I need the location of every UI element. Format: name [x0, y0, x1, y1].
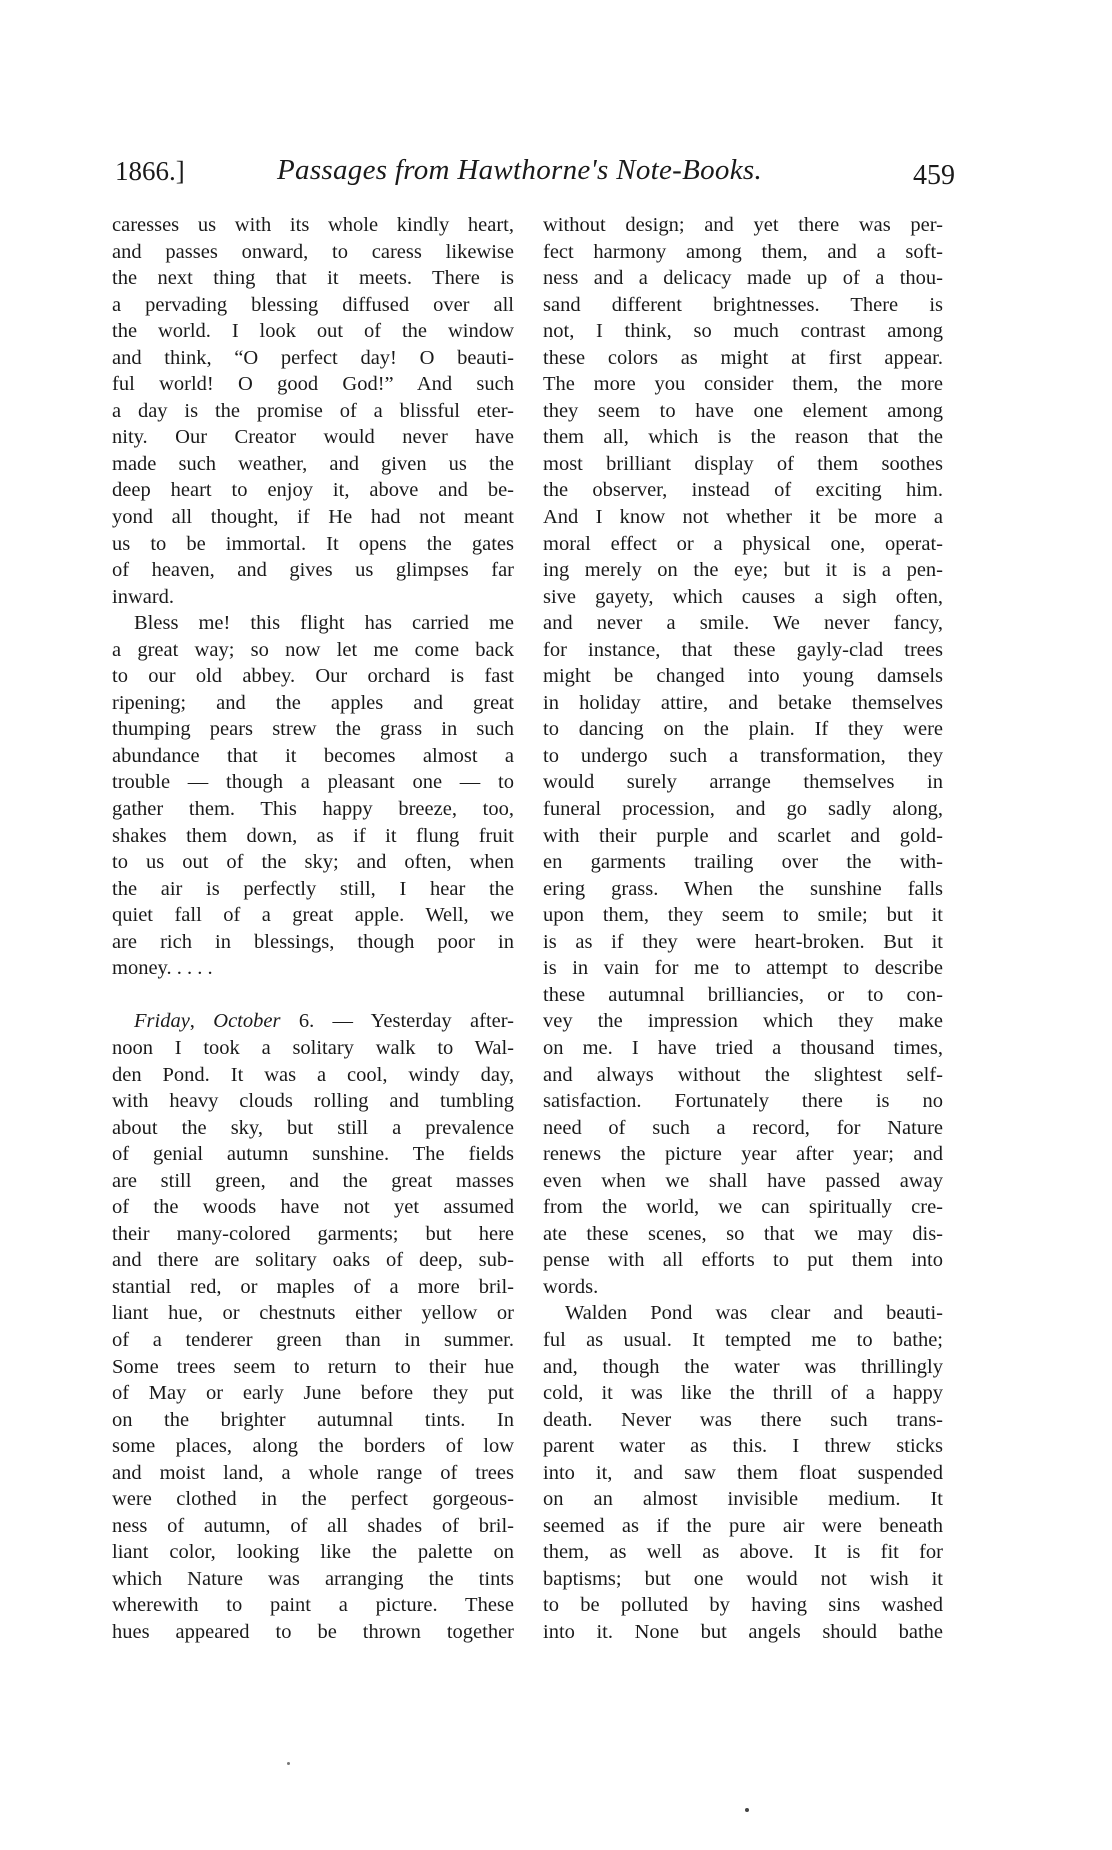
text-line: ness of autumn, of all shades of bril- — [112, 1514, 514, 1537]
text-line: even when we shall have passed away — [543, 1169, 943, 1192]
text-line: to undergo such a transformation, they — [543, 744, 943, 767]
text-line: sand different brightnesses. There is — [543, 293, 943, 316]
text-line: is as if they were heart-broken. But it — [543, 930, 943, 953]
text-line: for instance, that these gayly-clad trees — [543, 638, 943, 661]
text-line: of May or early June before they put — [112, 1382, 514, 1405]
text-line: into it, and saw them float suspended — [543, 1461, 943, 1484]
text-line: into it. None but angels should bathe — [543, 1620, 943, 1643]
text-line: trouble — though a pleasant one — to — [112, 771, 514, 794]
text-line: them all, which is the reason that the — [543, 426, 943, 449]
text-line: ness and a delicacy made up of a thou- — [543, 267, 943, 290]
text-line: the next thing that it meets. There is — [112, 267, 514, 290]
text-line: Walden Pond was clear and beauti- — [565, 1302, 943, 1325]
text-line: hues appeared to be thrown together — [112, 1620, 514, 1643]
text-line: ing merely on the eye; but it is a pen- — [543, 559, 943, 582]
text-line: parent water as this. I threw sticks — [543, 1435, 943, 1458]
text-line: stantial red, or maples of a more bril- — [112, 1275, 514, 1298]
text-line: a great way; so now let me come back — [112, 638, 514, 661]
entry-day: Friday — [134, 1010, 190, 1033]
text-line: is in vain for me to attempt to describe — [543, 957, 943, 980]
text-line: seemed as if the pure air were beneath — [543, 1514, 943, 1537]
text-line: and never a smile. We never fancy, — [543, 612, 943, 635]
text-line: are still green, and the great masses — [112, 1169, 514, 1192]
text-line: inward. — [112, 585, 175, 608]
text-line: to us out of the sky; and often, when — [112, 851, 514, 874]
text-line: of a tenderer green than in summer. — [112, 1328, 514, 1351]
text-line: moral effect or a physical one, operat- — [543, 532, 943, 555]
text-line: and think, “O perfect day! O beauti- — [112, 346, 514, 369]
text-line: baptisms; but one would not wish it — [543, 1567, 943, 1590]
text-line: abundance that it becomes almost a — [112, 744, 514, 767]
text-line: yond all thought, if He had not meant — [112, 506, 514, 529]
text-line: the world. I look out of the window — [112, 320, 514, 343]
text-line: were clothed in the perfect gorgeous- — [112, 1488, 514, 1511]
text-line: deep heart to enjoy it, above and be- — [112, 479, 514, 502]
text-line: The more you consider them, the more — [543, 373, 943, 396]
text-line: And I know not whether it be more a — [543, 506, 943, 529]
text-line: which Nature was arranging the tints — [112, 1567, 514, 1590]
text-line: a day is the promise of a blissful eter- — [112, 399, 514, 422]
text-line: funeral procession, and go sadly along, — [543, 798, 943, 821]
text-line: liant hue, or chestnuts either yellow or — [112, 1302, 514, 1325]
text-line: gather them. This happy breeze, too, — [112, 798, 514, 821]
text-line: words. — [543, 1275, 599, 1298]
text-line: ering grass. When the sunshine falls — [543, 877, 943, 900]
text-line: from the world, we can spiritually cre- — [543, 1196, 943, 1219]
header-year: 1866.] — [115, 156, 185, 186]
text-line — [112, 982, 514, 1009]
text-line: thumping pears strew the grass in such — [112, 718, 514, 741]
text-line: to be polluted by having sins washed — [543, 1594, 943, 1617]
text-line: to dancing on the plain. If they were — [543, 718, 943, 741]
text-line: and passes onward, to caress likewise — [112, 240, 514, 263]
text-line: ful as usual. It tempted me to bathe; — [543, 1328, 943, 1351]
text-line: renews the picture year after year; and — [543, 1143, 943, 1166]
text-line: death. Never was there such trans- — [543, 1408, 943, 1431]
text-line: Some trees seem to return to their hue — [112, 1355, 514, 1378]
text-line: them, as well as above. It is fit for — [543, 1541, 943, 1564]
text-line: made such weather, and given us the — [112, 452, 514, 475]
text-line: the observer, instead of exciting him. — [543, 479, 943, 502]
text-line: ful world! O good God!” And such — [112, 373, 514, 396]
text-line: these colors as might at first appear. — [543, 346, 943, 369]
text-line: most brilliant display of them soothes — [543, 452, 943, 475]
text-line: of the woods have not yet assumed — [112, 1196, 514, 1219]
text-line: wherewith to paint a picture. These — [112, 1594, 514, 1617]
text-line: satisfaction. Fortunately there is no — [543, 1090, 943, 1113]
text-line: and always without the slightest self- — [543, 1063, 943, 1086]
text-line: with their purple and scarlet and gold- — [543, 824, 943, 847]
text-line: of heaven, and gives us glimpses far — [112, 559, 514, 582]
text-line: their many-colored garments; but here — [112, 1222, 514, 1245]
text-line: to our old abbey. Our orchard is fast — [112, 665, 514, 688]
text-line: Friday, October 6. — Yesterday after- — [134, 1010, 514, 1033]
text-line: and there are solitary oaks of deep, sub- — [112, 1249, 514, 1272]
text-line: fect harmony among them, and a soft- — [543, 240, 943, 263]
text-line: shakes them down, as if it flung fruit — [112, 824, 514, 847]
text-line: quiet fall of a great apple. Well, we — [112, 904, 514, 927]
text-line: cold, it was like the thrill of a happy — [543, 1382, 943, 1405]
text-line: they seem to have one element among — [543, 399, 943, 422]
text-line: not, I think, so much contrast among — [543, 320, 943, 343]
text-line: need of such a record, for Nature — [543, 1116, 943, 1139]
right-column — [543, 212, 943, 1646]
text-line: with heavy clouds rolling and tumbling — [112, 1090, 514, 1113]
running-header — [112, 152, 955, 192]
print-speck — [287, 1762, 290, 1765]
text-line: might be changed into young damsels — [543, 665, 943, 688]
text-line: caresses us with its whole kindly heart, — [112, 214, 514, 236]
text-line: and, though the water was thrillingly — [543, 1355, 943, 1378]
text-line: en garments trailing over the with- — [543, 851, 943, 874]
text-line: without design; and yet there was per- — [543, 214, 943, 236]
text-line: and moist land, a whole range of trees — [112, 1461, 514, 1484]
text-line: of genial autumn sunshine. The fields — [112, 1143, 514, 1166]
text-line: are rich in blessings, though poor in — [112, 930, 514, 953]
text-line: vey the impression which they make — [543, 1010, 943, 1033]
text-line: on the brighter autumnal tints. In — [112, 1408, 514, 1431]
text-line: a pervading blessing diffused over all — [112, 293, 514, 316]
text-line: us to be immortal. It opens the gates — [112, 532, 514, 555]
text-line: the air is perfectly still, I hear the — [112, 877, 514, 900]
text-line: on an almost invisible medium. It — [543, 1488, 943, 1511]
text-line: in holiday attire, and betake themselves — [543, 691, 943, 714]
text-line: ate these scenes, so that we may dis- — [543, 1222, 943, 1245]
entry-month: October — [213, 1010, 281, 1033]
text-line: some places, along the borders of low — [112, 1435, 514, 1458]
text-line: these autumnal brilliancies, or to con- — [543, 983, 943, 1006]
text-line: den Pond. It was a cool, windy day, — [112, 1063, 514, 1086]
text-line: Bless me! this flight has carried me — [134, 612, 514, 635]
print-speck — [745, 1808, 749, 1812]
text-line: money. . . . . — [112, 957, 213, 980]
text-line: pense with all efforts to put them into — [543, 1249, 943, 1272]
text-line: upon them, they seem to smile; but it — [543, 904, 943, 927]
left-column — [112, 212, 514, 1646]
text-line: on me. I have tried a thousand times, — [543, 1036, 943, 1059]
text-line: ripening; and the apples and great — [112, 691, 514, 714]
text-line: nity. Our Creator would never have — [112, 426, 514, 449]
text-line: about the sky, but still a prevalence — [112, 1116, 514, 1139]
running-title: Passages from Hawthorne's Note-Books. — [277, 154, 763, 186]
text-line: liant color, looking like the palette on — [112, 1541, 514, 1564]
text-line: would surely arrange themselves in — [543, 771, 943, 794]
text-line: noon I took a solitary walk to Wal- — [112, 1036, 514, 1059]
text-line: sive gayety, which causes a sigh often, — [543, 585, 943, 608]
page-number: 459 — [913, 160, 955, 191]
